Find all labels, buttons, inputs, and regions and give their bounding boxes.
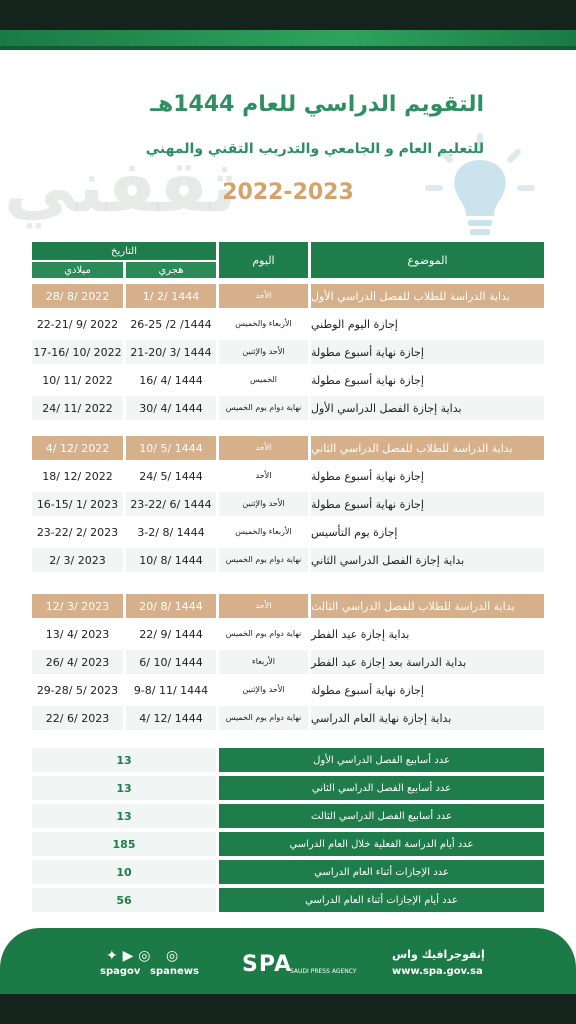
spa-agency-name: SAUDI PRESS AGENCY xyxy=(290,968,357,975)
summary-row xyxy=(32,748,544,772)
row-hijri: 22/ 9/ 1444 xyxy=(126,622,216,646)
row-gregorian: 22-21/ 9/ 2022 xyxy=(32,312,123,336)
top-stripe xyxy=(0,30,576,50)
table-row xyxy=(32,548,544,572)
bottom-bar xyxy=(0,994,576,1024)
instagram-icon: ◎ xyxy=(166,948,179,964)
table-row xyxy=(32,284,544,308)
row-day: الأربعاء والخميس xyxy=(219,520,308,544)
footer-social-spanews[interactable]: spanews xyxy=(150,966,199,977)
page-title: التقويم الدراسي للعام 1444هـ xyxy=(150,92,484,117)
table-row xyxy=(32,464,544,488)
row-hijri: 23-22/ 6/ 1444 xyxy=(126,492,216,516)
row-day: نهاية دوام يوم الخميس xyxy=(219,622,308,646)
row-gregorian: 29-28/ 5/ 2023 xyxy=(32,678,123,702)
watermark: ثقفني xyxy=(4,144,237,228)
summary-row xyxy=(32,776,544,800)
row-hijri: 30/ 4/ 1444 xyxy=(126,396,216,420)
row-topic: إجازة يوم التأسيس xyxy=(311,520,544,544)
row-day: نهاية دوام يوم الخميس xyxy=(219,706,308,730)
academic-years: 2022-2023 xyxy=(222,180,354,205)
table-row xyxy=(32,520,544,544)
row-day: الأحد xyxy=(219,284,308,308)
summary-row xyxy=(32,804,544,828)
row-topic: بداية إجازة الفصل الدراسي الأول xyxy=(311,396,544,420)
row-day: نهاية دوام يوم الخميس xyxy=(219,396,308,420)
row-gregorian: 13/ 4/ 2023 xyxy=(32,622,123,646)
row-topic: إجازة نهاية أسبوع مطولة xyxy=(311,340,544,364)
row-topic: بداية الدراسة للطلاب للفصل الدراسي الأول xyxy=(311,284,544,308)
row-day: الأربعاء والخميس xyxy=(219,312,308,336)
page-subtitle: للتعليم العام و الجامعي والتدريب التقني والمهني xyxy=(145,141,484,157)
row-day: الأحد xyxy=(219,594,308,618)
row-topic: بداية إجازة عيد الفطر xyxy=(311,622,544,646)
summary-value: 13 xyxy=(32,804,216,828)
row-topic: بداية الدراسة بعد إجازة عيد الفطر xyxy=(311,650,544,674)
summary-label: عدد أسابيع الفصل الدراسي الأول xyxy=(219,748,544,772)
row-topic: إجازة نهاية أسبوع مطولة xyxy=(311,678,544,702)
table-row xyxy=(32,396,544,420)
footer xyxy=(0,928,576,994)
row-day: الأحد والإثنين xyxy=(219,492,308,516)
summary-value: 56 xyxy=(32,888,216,912)
row-day: الأحد والإثنين xyxy=(219,678,308,702)
row-day: نهاية دوام يوم الخميس xyxy=(219,548,308,572)
summary-value: 185 xyxy=(32,832,216,856)
table-row xyxy=(32,436,544,460)
row-gregorian: 26/ 4/ 2023 xyxy=(32,650,123,674)
row-day: الأحد والإثنين xyxy=(219,340,308,364)
row-hijri: 24/ 5/ 1444 xyxy=(126,464,216,488)
summary-row xyxy=(32,860,544,884)
row-gregorian: 4/ 12/ 2022 xyxy=(32,436,123,460)
summary-label: عدد أسابيع الفصل الدراسي الثالث xyxy=(219,804,544,828)
row-gregorian: 10/ 11/ 2022 xyxy=(32,368,123,392)
row-hijri: 10/ 8/ 1444 xyxy=(126,548,216,572)
row-hijri: 6/ 10/ 1444 xyxy=(126,650,216,674)
row-topic: بداية الدراسة للطلاب للفصل الدراسي الثاني xyxy=(311,436,544,460)
table-row xyxy=(32,594,544,618)
row-hijri: 21-20/ 3/ 1444 xyxy=(126,340,216,364)
top-bar xyxy=(0,0,576,30)
footer-url-link[interactable]: www.spa.gov.sa xyxy=(392,966,483,977)
footer-infographic-label: إنفوجرافيك واس xyxy=(392,948,485,961)
table-row xyxy=(32,492,544,516)
row-topic: بداية الدراسة للطلاب للفصل الدراسي الثالث xyxy=(311,594,544,618)
column-header-day: اليوم xyxy=(219,242,308,278)
row-topic: بداية إجازة نهاية العام الدراسي xyxy=(311,706,544,730)
column-header-hijri: هجري xyxy=(126,262,216,278)
summary-label: عدد أسابيع الفصل الدراسي الثاني xyxy=(219,776,544,800)
row-hijri: 16/ 4/ 1444 xyxy=(126,368,216,392)
summary-value: 10 xyxy=(32,860,216,884)
summary-label: عدد أيام الدراسة الفعلية خلال العام الدراسي xyxy=(219,832,544,856)
column-header-date: التاريخ xyxy=(32,242,216,260)
row-gregorian: 24/ 11/ 2022 xyxy=(32,396,123,420)
row-hijri: 20/ 8/ 1444 xyxy=(126,594,216,618)
row-topic: إجازة اليوم الوطني xyxy=(311,312,544,336)
row-day: الخميس xyxy=(219,368,308,392)
summary-label: عدد الإجازات أثناء العام الدراسي xyxy=(219,860,544,884)
summary-row xyxy=(32,832,544,856)
social-icons: ✦ ▶ ◎ xyxy=(106,948,151,964)
row-hijri: 9-8/ 11/ 1444 xyxy=(126,678,216,702)
row-hijri: 4/ 12/ 1444 xyxy=(126,706,216,730)
row-gregorian: 2/ 3/ 2023 xyxy=(32,548,123,572)
table-row xyxy=(32,340,544,364)
table-row xyxy=(32,706,544,730)
column-header-gregorian: ميلادي xyxy=(32,262,123,278)
row-day: الأربعاء xyxy=(219,650,308,674)
row-gregorian: 23-22/ 2/ 2023 xyxy=(32,520,123,544)
table-row xyxy=(32,650,544,674)
summary-label: عدد أيام الإجازات أثناء العام الدراسي xyxy=(219,888,544,912)
row-gregorian: 28/ 8/ 2022 xyxy=(32,284,123,308)
row-gregorian: 12/ 3/ 2023 xyxy=(32,594,123,618)
row-gregorian: 16-15/ 1/ 2023 xyxy=(32,492,123,516)
table-row xyxy=(32,622,544,646)
row-topic: إجازة نهاية أسبوع مطولة xyxy=(311,492,544,516)
row-gregorian: 22/ 6/ 2023 xyxy=(32,706,123,730)
spa-logo: SPA xyxy=(242,952,292,977)
summary-value: 13 xyxy=(32,776,216,800)
row-topic: بداية إجازة الفصل الدراسي الثاني xyxy=(311,548,544,572)
row-gregorian: 18/ 12/ 2022 xyxy=(32,464,123,488)
row-day: الأحد xyxy=(219,436,308,460)
summary-value: 13 xyxy=(32,748,216,772)
row-topic: إجازة نهاية أسبوع مطولة xyxy=(311,464,544,488)
table-row xyxy=(32,312,544,336)
row-hijri: 10/ 5/ 1444 xyxy=(126,436,216,460)
footer-social-spagov[interactable]: spagov xyxy=(100,966,141,977)
row-hijri: 26-25 /2 /1444 xyxy=(126,312,216,336)
row-hijri: 1/ 2/ 1444 xyxy=(126,284,216,308)
row-hijri: 3-2/ 8/ 1444 xyxy=(126,520,216,544)
table-row xyxy=(32,678,544,702)
table-row xyxy=(32,368,544,392)
column-header-topic: الموضوع xyxy=(311,242,544,278)
row-topic: إجازة نهاية أسبوع مطولة xyxy=(311,368,544,392)
row-gregorian: 17-16/ 10/ 2022 xyxy=(32,340,123,364)
summary-row xyxy=(32,888,544,912)
row-day: الأحد xyxy=(219,464,308,488)
